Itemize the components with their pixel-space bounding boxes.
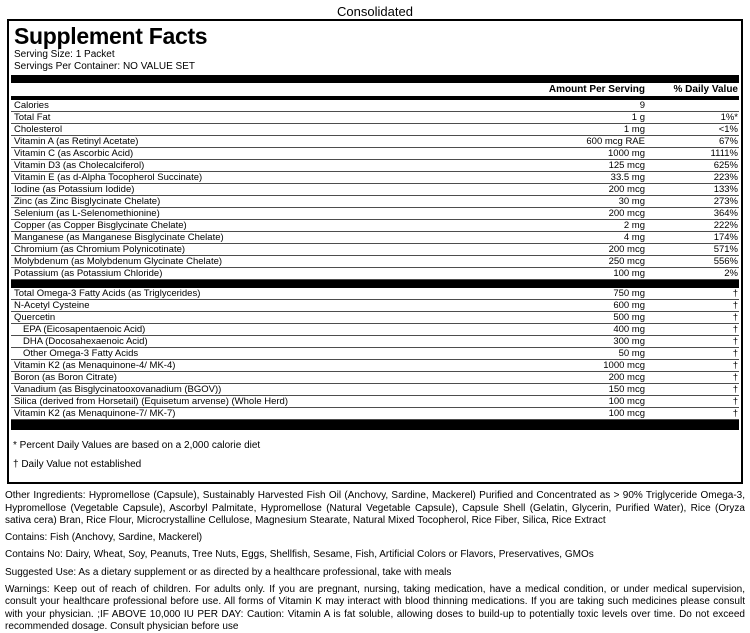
- nutrient-daily-value: 223%: [713, 172, 738, 184]
- nutrient-amount: 150 mcg: [608, 384, 645, 396]
- nutrient-daily-value: 556%: [713, 256, 738, 268]
- nutrient-row: [11, 208, 739, 220]
- nutrient-daily-value: 1%*: [720, 112, 738, 124]
- nutrient-amount: 33.5 mg: [610, 172, 645, 184]
- nutrient-amount: 100 mcg: [608, 396, 645, 408]
- nutrient-name: Chromium (as Chromium Polynicotinate): [14, 244, 186, 256]
- nutrient-name: Iodine (as Potassium Iodide): [14, 184, 135, 196]
- nutrient-name: Copper (as Copper Bisglycinate Chelate): [14, 220, 187, 232]
- nutrient-amount: 500 mg: [613, 312, 645, 324]
- nutrient-amount: 1 g: [631, 112, 645, 124]
- label-paragraphs: [0, 484, 750, 633]
- nutrient-daily-value: †: [732, 324, 738, 336]
- nutrient-name: EPA (Eicosapentaenoic Acid): [23, 324, 146, 336]
- column-header-row: [11, 83, 739, 96]
- nutrient-name: Quercetin: [14, 312, 56, 324]
- nutrient-amount: 4 mg: [623, 232, 645, 244]
- nutrient-name: Vitamin K2 (as Menaquinone-7/ MK-7): [14, 408, 176, 420]
- other-ingredients-text: Other Ingredients: Hypromellose (Capsule), Sustainably Harvested Fish Oil (Anchovy, Sardine, Mackerel) Purified and Concentrated as > 90% Triglyceride Omega-3, Hypromellose (Vegetable Capsule), Ascorbyl Palmitate, Hypromellose (Natural Vegetable Capsule), Capsule Shell (Gelatin, Glycerin, Purified Water), Rice (Oryza sativa cera) Bran, Rice Flour, Microcrystalline Cellulose, Magnesium Stearate, Natural Mixed Tocopherol, Rice Fiber, Silica, Rice Extract: [5, 490, 745, 526]
- nutrient-row: [11, 336, 739, 348]
- nutrient-row: [11, 232, 739, 244]
- footnote-dv-not-established: † Daily Value not established: [13, 458, 142, 470]
- nutrient-row: [11, 312, 739, 324]
- nutrient-daily-value: 571%: [713, 244, 738, 256]
- nutrient-daily-value: 1111%: [710, 148, 738, 160]
- divider-bar-middle: [11, 280, 739, 288]
- nutrient-row: [11, 300, 739, 312]
- nutrient-daily-value: 364%: [713, 208, 738, 220]
- nutrient-row: [11, 160, 739, 172]
- nutrient-amount: 100 mcg: [608, 408, 645, 420]
- panel-header: [9, 21, 741, 75]
- nutrient-amount: 1 mg: [623, 124, 645, 136]
- nutrient-name: Boron (as Boron Citrate): [14, 372, 117, 384]
- nutrient-row: [11, 360, 739, 372]
- nutrient-amount: 300 mg: [613, 336, 645, 348]
- supplement-facts-panel: [7, 19, 743, 484]
- nutrient-name: Vitamin D3 (as Cholecalciferol): [14, 160, 145, 172]
- nutrient-row: [11, 324, 739, 336]
- nutrient-name: Molybdenum (as Molybdenum Glycinate Chelate): [14, 256, 223, 268]
- nutrient-row: [11, 220, 739, 232]
- nutrient-row: [11, 196, 739, 208]
- warnings-text: Warnings: Keep out of reach of children. For adults only. If you are pregnant, nursing, taking medication, have a medical condition, or under medical supervision, consult your healthcare professional before use. All forms of Vitamin K may interact with blood thinning medications. If you are taking such medicines please consult with your physician. ;IF ABOVE 10,000 IU PER DAY: Caution: Vitamin A is fat soluble, allowing doses to build-up to potentially toxic levels over time. Do not exceed recommended dosage. Consult physician before use: [5, 584, 745, 632]
- nutrient-name: Vitamin C (as Ascorbic Acid): [14, 148, 134, 160]
- nutrient-row: [11, 112, 739, 124]
- divider-bar-top: [11, 75, 739, 83]
- nutrient-daily-value: 174%: [713, 232, 738, 244]
- nutrient-daily-value: 222%: [713, 220, 738, 232]
- nutrient-daily-value: 67%: [718, 136, 738, 148]
- nutrient-table-main: [9, 100, 741, 280]
- nutrient-amount: 50 mg: [618, 348, 645, 360]
- footnote-daily-value-basis: * Percent Daily Values are based on a 2,000 calorie diet: [13, 440, 261, 452]
- nutrient-daily-value: †: [732, 348, 738, 360]
- nutrient-row: [11, 136, 739, 148]
- nutrient-row: [11, 100, 739, 112]
- nutrient-amount: 250 mcg: [608, 256, 645, 268]
- nutrient-name: Vitamin A (as Retinyl Acetate): [14, 136, 139, 148]
- nutrient-amount: 125 mcg: [608, 160, 645, 172]
- nutrient-amount: 600 mg: [613, 300, 645, 312]
- nutrient-daily-value: 625%: [713, 160, 738, 172]
- nutrient-row: [11, 372, 739, 384]
- nutrient-daily-value: †: [732, 396, 738, 408]
- page-title: Consolidated: [337, 4, 413, 19]
- nutrient-name: DHA (Docosahexaenoic Acid): [23, 336, 148, 348]
- nutrient-name: Selenium (as L-Selenomethionine): [14, 208, 160, 220]
- nutrient-name: Zinc (as Zinc Bisglycinate Chelate): [14, 196, 161, 208]
- nutrient-amount: 2 mg: [623, 220, 645, 232]
- nutrient-row: [11, 348, 739, 360]
- nutrient-amount: 30 mg: [618, 196, 645, 208]
- nutrient-row: [11, 396, 739, 408]
- nutrient-row: [11, 268, 739, 280]
- nutrient-name: Total Omega-3 Fatty Acids (as Triglycerides): [14, 288, 201, 300]
- nutrient-daily-value: †: [732, 360, 738, 372]
- nutrient-name: Manganese (as Manganese Bisglycinate Chelate): [14, 232, 224, 244]
- nutrient-row: [11, 288, 739, 300]
- nutrient-amount: 200 mcg: [608, 208, 645, 220]
- nutrient-name: Vanadium (as Bisglycinatooxovanadium (BGOV)): [14, 384, 222, 396]
- contains-no-text: Contains No: Dairy, Wheat, Soy, Peanuts, Tree Nuts, Eggs, Shellfish, Sesame, Fish, Artificial Colors or Flavors, Preservatives, GMOs: [5, 549, 594, 561]
- nutrient-row: [11, 384, 739, 396]
- nutrient-name: Vitamin E (as d-Alpha Tocopherol Succinate): [14, 172, 203, 184]
- nutrient-row: [11, 244, 739, 256]
- nutrient-daily-value: 133%: [713, 184, 738, 196]
- nutrient-amount: 1000 mcg: [603, 360, 645, 372]
- nutrient-daily-value: †: [732, 336, 738, 348]
- nutrient-name: Total Fat: [14, 112, 51, 124]
- amount-column-header: Amount Per Serving: [548, 84, 645, 96]
- nutrient-amount: 9: [639, 100, 645, 112]
- nutrient-daily-value: 273%: [713, 196, 738, 208]
- nutrient-daily-value: <1%: [718, 124, 738, 136]
- nutrient-row: [11, 256, 739, 268]
- daily-value-column-header: % Daily Value: [673, 84, 738, 96]
- serving-size: Serving Size: 1 Packet: [14, 49, 115, 61]
- nutrient-row: [11, 408, 739, 420]
- nutrient-daily-value: †: [732, 372, 738, 384]
- nutrient-amount: 200 mcg: [608, 184, 645, 196]
- nutrient-amount: 1000 mg: [608, 148, 645, 160]
- nutrient-amount: 100 mg: [613, 268, 645, 280]
- nutrient-row: [11, 184, 739, 196]
- nutrient-daily-value: †: [732, 288, 738, 300]
- nutrient-amount: 200 mcg: [608, 372, 645, 384]
- nutrient-row: [11, 124, 739, 136]
- nutrient-name: Cholesterol: [14, 124, 63, 136]
- contains-text: Contains: Fish (Anchovy, Sardine, Mackerel): [5, 532, 203, 544]
- nutrient-name: Calories: [14, 100, 49, 112]
- nutrient-daily-value: †: [732, 300, 738, 312]
- nutrient-daily-value: 2%: [724, 268, 738, 280]
- nutrient-daily-value: †: [732, 384, 738, 396]
- nutrient-name: Vitamin K2 (as Menaquinone-4/ MK-4): [14, 360, 176, 372]
- nutrient-row: [11, 148, 739, 160]
- panel-title: Supplement Facts: [14, 23, 208, 49]
- suggested-use-text: Suggested Use: As a dietary supplement or as directed by a healthcare professional, take with meals: [5, 566, 452, 578]
- nutrient-amount: 200 mcg: [608, 244, 645, 256]
- nutrient-name: Potassium (as Potassium Chloride): [14, 268, 163, 280]
- nutrient-name: Silica (derived from Horsetail) (Equisetum arvense) (Whole Herd): [14, 396, 289, 408]
- servings-per-container: Servings Per Container: NO VALUE SET: [14, 60, 195, 72]
- nutrient-daily-value: †: [732, 408, 738, 420]
- nutrient-amount: 400 mg: [613, 324, 645, 336]
- divider-bar-bottom: [11, 420, 739, 430]
- nutrient-name: N-Acetyl Cysteine: [14, 300, 90, 312]
- nutrient-amount: 750 mg: [613, 288, 645, 300]
- nutrient-name: Other Omega-3 Fatty Acids: [23, 348, 139, 360]
- nutrient-row: [11, 172, 739, 184]
- nutrient-amount: 600 mcg RAE: [586, 136, 645, 148]
- nutrient-table-extras: [9, 288, 741, 420]
- footnotes: [9, 430, 741, 482]
- nutrient-daily-value: †: [732, 312, 738, 324]
